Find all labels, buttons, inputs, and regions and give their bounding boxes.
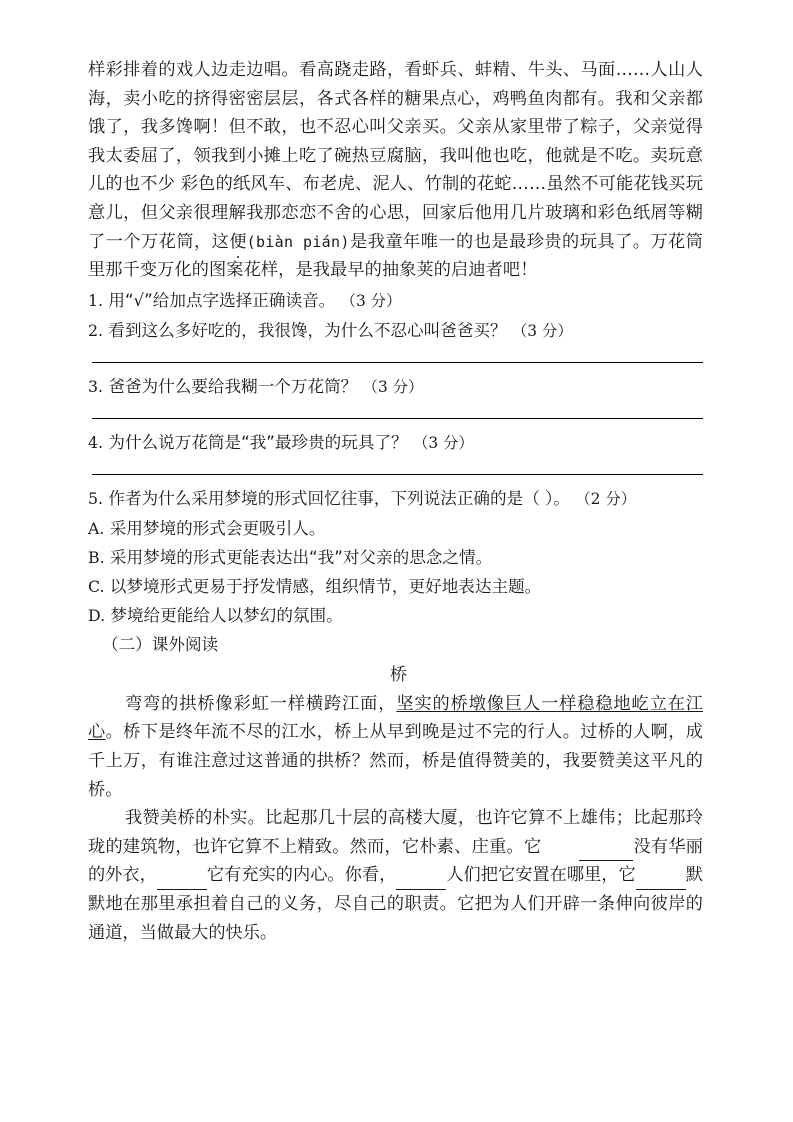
question-2-points: （3 分） — [511, 321, 573, 340]
question-1-number: 1. — [88, 290, 104, 310]
question-5 — [88, 484, 703, 514]
fill-blank-2[interactable] — [157, 873, 207, 890]
article-p1-rest: 。桥下是终年流不尽的江水，桥上从早到晚是过不完的行人。过桥的人啊，成千上万，有谁注意过这普通的拱桥？然而，桥是值得赞美的，我要赞美这平凡的桥。 — [88, 722, 703, 800]
article-p2-seg1: 我赞美桥的朴实。比起那几十层的高楼大厦，也许它算不上雄伟；比起那玲珑的建筑物，也许它算不上精致。然而，它朴素、庄重。它 — [88, 808, 703, 857]
section-heading-two: （二）课外阅读 — [102, 634, 219, 654]
question-5-number: 5. — [88, 488, 104, 508]
question-5-points: （2 分） — [575, 489, 637, 508]
question-3-text: 爸爸为什么要给我糊一个万花筒？ — [108, 376, 358, 396]
option-d-text: 梦境给更能给人以梦幻的氛围。 — [110, 605, 343, 625]
option-b-label: B. — [88, 547, 105, 567]
answer-rule-2[interactable] — [92, 362, 703, 363]
question-1 — [88, 286, 703, 316]
option-d-label: D. — [88, 605, 106, 625]
question-1-text: 用“√”给加点字选择正确读音。 — [108, 290, 336, 310]
article-p1-lead: 弯弯的拱桥像彩虹一样横跨江面， — [124, 693, 397, 714]
question-1-points: （3 分） — [340, 291, 402, 310]
option-b-text: 采用梦境的形式更能表达出“我”对父亲的思念之情。 — [109, 547, 493, 567]
question-3-points: （3 分） — [362, 377, 424, 396]
article-title: 桥 — [389, 664, 408, 685]
pinyin-annotation: (biàn pián) — [246, 232, 350, 251]
answer-rule-3[interactable] — [92, 418, 703, 419]
fill-blank-3[interactable] — [396, 873, 446, 890]
option-c-label: C. — [88, 576, 105, 596]
passage-paragraph — [88, 56, 703, 285]
question-4-text: 为什么说万花筒是“我”最珍贵的玩具了？ — [108, 432, 408, 452]
question-2-text: 看到这么多好吃的，我很馋，为什么不忍心叫爸爸买？ — [108, 320, 507, 340]
article-p2-seg5: 默默地在那里承担着自己的义务，尽自己的职责。它把为人们开辟一条伸向彼岸的通道，当做最大的快乐。 — [88, 865, 703, 943]
option-a-label: A. — [88, 518, 105, 538]
fill-blank-1[interactable] — [579, 844, 633, 861]
dotted-emphasis-char: 便 — [229, 228, 246, 257]
option-c[interactable] — [88, 572, 703, 601]
option-d[interactable] — [88, 601, 703, 630]
option-a[interactable] — [88, 514, 703, 543]
answer-rule-4[interactable] — [92, 474, 703, 475]
question-2 — [88, 316, 703, 346]
option-b[interactable] — [88, 543, 703, 572]
option-c-text: 以梦境形式更易于抒发情感，组织情节，更好地表达主题。 — [109, 576, 542, 596]
article-paragraph-1 — [88, 690, 703, 804]
question-3-number: 3. — [88, 376, 104, 396]
article-paragraph-2 — [88, 804, 703, 947]
question-3 — [88, 372, 703, 402]
question-4-points: （3 分） — [412, 433, 474, 452]
article-p2-seg4: 人们把它安置在哪里，它 — [446, 865, 636, 886]
question-5-text: 作者为什么采用梦境的形式回忆往事，下列说法正确的是（ ）。 — [108, 488, 570, 508]
question-4-number: 4. — [88, 432, 104, 452]
question-4 — [88, 428, 703, 458]
passage-continuation — [88, 56, 703, 285]
option-a-text: 采用梦境的形式会更吸引人。 — [109, 518, 326, 538]
article-p1-underlined: 坚实的桥墩像巨人一样稳稳地屹立在江心 — [88, 693, 703, 743]
article-p2-seg3: 它有充实的内心。你看， — [206, 865, 397, 886]
fill-blank-4[interactable] — [636, 873, 686, 890]
question-2-number: 2. — [88, 320, 104, 340]
article-p2-seg2: 没有华丽的外衣， — [88, 836, 703, 886]
passage-text-part2: 是我童年唯一的也是最珍贵的玩具了。万花筒里那千变万化的图案花样，是我最早的抽象荚的启迪者吧！ — [88, 231, 703, 281]
passage-text-part1: 样彩排着的戏人边走边唱。看高跷走路，看虾兵、蚌精、牛头、马面……人山人海，卖小吃的挤得密密层层，各式各样的糖果点心，鸡鸭鱼肉都有。我和父亲都饿了，我多馋啊！但不敢，也不忍心叫父亲买。父亲从家里带了粽子，父亲觉得我太委屈了，领我到小摊上吃了碗热豆腐脑，我叫他也吃，他就是不吃。卖玩意儿的也不少 彩色的纸风车、布老虎、泥人、竹制的花蛇……虽然不可能花钱买玩意儿，但父亲很理解我那恋恋不舍的心思，回家后他用几片玻璃和彩色纸屑等糊了一个万花筒，这 — [88, 60, 703, 252]
